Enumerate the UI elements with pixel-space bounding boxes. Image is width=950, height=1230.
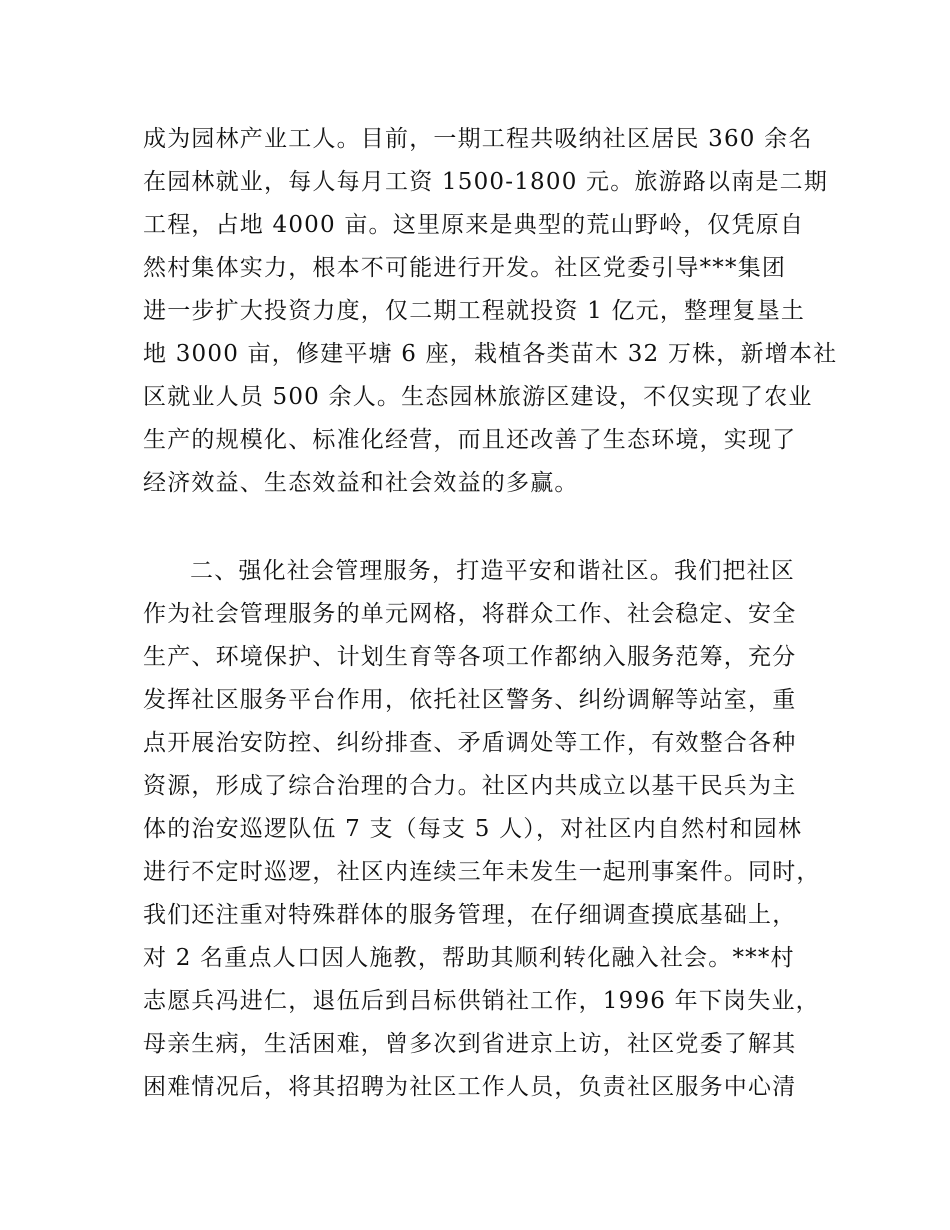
paragraph-2-line: 作为社会管理服务的单元网格，将群众工作、社会稳定、安全 xyxy=(143,601,797,627)
paragraph-2-line: 志愿兵冯进仁，退伍后到吕标供销社工作，1996 年下岗失业， xyxy=(143,988,820,1014)
paragraph-1-line: 成为园林产业工人。目前，一期工程共吸纳社区居民 360 余名 xyxy=(143,126,813,152)
paragraph-2-line: 体的治安巡逻队伍 7 支（每支 5 人），对社区内自然村和园林 xyxy=(143,816,803,842)
paragraph-1-line: 进一步扩大投资力度，仅二期工程就投资 1 亿元，整理复垦土 xyxy=(143,298,806,324)
paragraph-1-line: 地 3000 亩，修建平塘 6 座，栽植各类苗木 32 万株，新增本社 xyxy=(143,341,838,367)
paragraph-1-line: 工程，占地 4000 亩。这里原来是典型的荒山野岭，仅凭原自 xyxy=(143,212,805,238)
paragraph-1-line: 经济效益、生态效益和社会效益的多赢。 xyxy=(143,470,579,496)
paragraph-2-line: 发挥社区服务平台作用，依托社区警务、纠纷调解等站室，重 xyxy=(143,687,797,713)
paragraph-2-line: 资源，形成了综合治理的合力。社区内共成立以基干民兵为主 xyxy=(143,773,797,799)
paragraph-2-line: 母亲生病，生活困难，曾多次到省进京上访，社区党委了解其 xyxy=(143,1031,797,1057)
paragraph-1-line: 在园林就业，每人每月工资 1500-1800 元。旅游路以南是二期 xyxy=(143,169,829,195)
paragraph-1-line: 然村集体实力，根本不可能进行开发。社区党委引导***集团 xyxy=(143,255,787,281)
paragraph-2-line: 我们还注重对特殊群体的服务管理，在仔细调查摸底基础上， xyxy=(143,902,797,928)
paragraph-2-line: 点开展治安防控、纠纷排查、矛盾调处等工作，有效整合各种 xyxy=(143,730,797,756)
paragraph-2-line: 二、强化社会管理服务，打造平安和谐社区。我们把社区 xyxy=(190,558,795,584)
paragraph-2-line: 对 2 名重点人口因人施教，帮助其顺利转化融入社会。***村 xyxy=(143,945,795,971)
paragraph-1-line: 生产的规模化、标准化经营，而且还改善了生态环境，实现了 xyxy=(143,427,797,453)
paragraph-2-line: 生产、环境保护、计划生育等各项工作都纳入服务范筹，充分 xyxy=(143,644,797,670)
paragraph-2-line: 进行不定时巡逻，社区内连续三年未发生一起刑事案件。同时， xyxy=(143,859,821,885)
paragraph-2-line: 困难情况后，将其招聘为社区工作人员，负责社区服务中心清 xyxy=(143,1074,797,1100)
paragraph-1-line: 区就业人员 500 余人。生态园林旅游区建设，不仅实现了农业 xyxy=(143,384,813,410)
